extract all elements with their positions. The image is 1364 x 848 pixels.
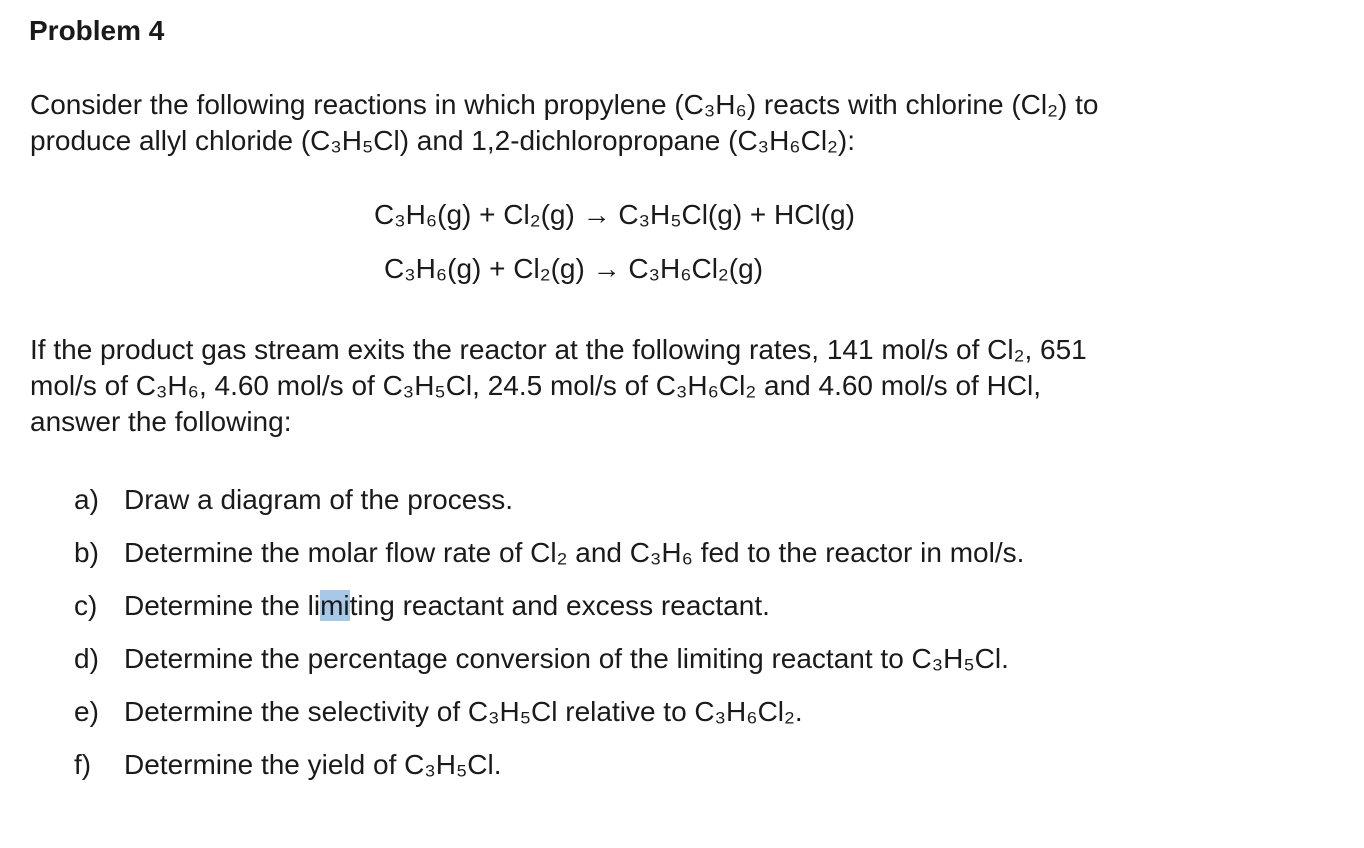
question-text: Determine the yield of C₃H₅Cl. [124,749,502,780]
question-letter: f) [74,749,92,780]
question-text-part: ting reactant and excess reactant. [349,590,770,621]
question-item-b [74,535,1024,588]
question-text: Determine the percentage conversion of the limiting reactant to C₃H₅Cl. [124,643,1009,674]
intro-line-1: Consider the following reactions in which propylene (C₃H₆) reacts with chlorine (Cl₂) to [30,89,1099,120]
question-item-d [74,641,1024,694]
question-letter: e) [74,696,99,727]
question-text[interactable] [124,588,770,641]
question-text: Draw a diagram of the process. [124,484,514,515]
question-item-e [74,694,1024,747]
conditions-line-1: If the product gas stream exits the reactor at the following rates, 141 mol/s of Cl₂, 651 [30,334,1087,365]
question-list [74,482,1024,800]
question-letter: c) [74,590,98,621]
question-text-part: Determine the li [124,590,321,621]
question-item-f [74,747,1024,800]
question-letter: a) [74,484,99,515]
text-selection-highlight: mi [320,590,350,621]
question-item-a [74,482,1024,535]
intro-paragraph [30,87,1290,159]
conditions-paragraph [30,332,1290,440]
problem-title: Problem 4 [29,15,165,46]
question-text: Determine the molar flow rate of Cl₂ and C₃H₆ fed to the reactor in mol/s. [124,537,1025,568]
intro-line-2: produce allyl chloride (C₃H₅Cl) and 1,2-dichloropropane (C₃H₆Cl₂): [30,125,856,156]
reaction-equation-1: C₃H₆(g) + Cl₂(g) → C₃H₅Cl(g) + HCl(g) [374,199,855,230]
question-item-c [74,588,1024,641]
question-letter: d) [74,643,99,674]
conditions-line-3: answer the following: [30,406,292,437]
question-letter: b) [74,537,99,568]
conditions-line-2: mol/s of C₃H₆, 4.60 mol/s of C₃H₅Cl, 24.5 mol/s of C₃H₆Cl₂ and 4.60 mol/s of HCl, [30,370,1042,401]
reaction-equation-2: C₃H₆(g) + Cl₂(g) → C₃H₆Cl₂(g) [384,253,764,284]
question-text: Determine the selectivity of C₃H₅Cl relative to C₃H₆Cl₂. [124,696,803,727]
